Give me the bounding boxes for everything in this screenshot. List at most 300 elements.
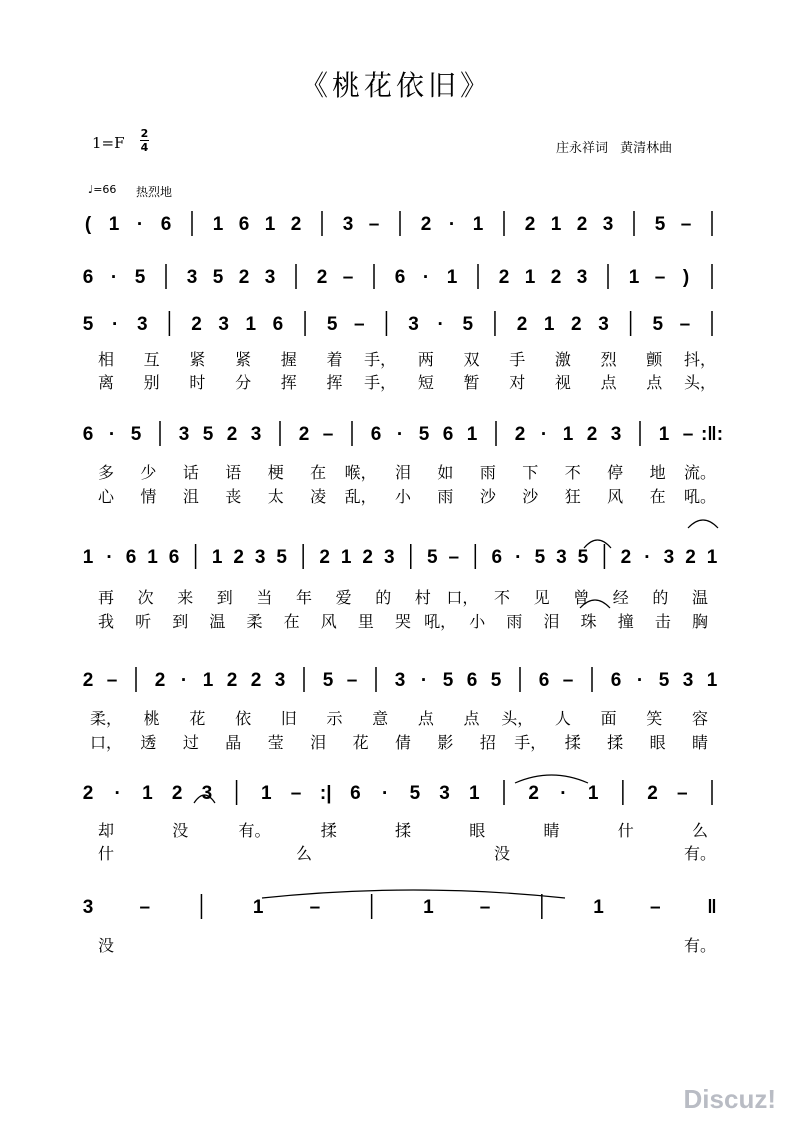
note-symbol: 1 [423, 897, 434, 918]
note-symbol: 2 [191, 314, 202, 335]
lyric-char: 点 [646, 373, 663, 392]
note-symbol: – [354, 314, 365, 335]
note-symbol: – [309, 897, 321, 918]
note-symbol: 3 [663, 547, 675, 568]
lyric-char: 柔 [246, 612, 263, 631]
note-symbol: – [139, 897, 151, 918]
lyric-char: 乱， [344, 487, 377, 506]
note-symbol: 3 [274, 670, 286, 691]
lyric-char: 撞 [617, 612, 634, 631]
lyric-char: 风 [320, 612, 337, 631]
note-symbol: 5 [134, 267, 146, 288]
lyric-char: 点 [417, 709, 434, 728]
note-symbol: 3 [218, 314, 229, 335]
note-symbol: 3 [254, 547, 266, 568]
note-symbol: 2 [576, 214, 588, 235]
lyric-char: 视 [554, 373, 571, 392]
note-symbol: 1 [706, 547, 718, 568]
lyric-char: 温 [209, 612, 226, 631]
note-symbol: 1 [550, 214, 562, 235]
song-title: 《桃花依旧》 [299, 69, 492, 102]
lyric-char: 没 [172, 821, 189, 840]
note-symbol: – [679, 314, 691, 335]
lyric-char: 意 [372, 709, 389, 728]
note-symbol: 5 [577, 547, 589, 568]
note-symbol: · [106, 547, 113, 568]
score-row [83, 264, 712, 289]
note-symbol: – [346, 670, 358, 691]
lyric-char: 相 [97, 350, 115, 369]
lyric-char: 离 [97, 373, 115, 392]
note-symbol: · [644, 547, 651, 568]
note-symbol: · [114, 783, 121, 804]
note-symbol: · [396, 424, 404, 445]
lyric-char: 再 [97, 588, 115, 607]
lyric-char: 激 [554, 350, 571, 369]
lyric-char: 听 [135, 612, 152, 631]
lyric-char: 手， [364, 373, 397, 392]
note-symbol: · [111, 314, 119, 335]
note-symbol: 6 [491, 547, 503, 568]
score-row [83, 421, 723, 506]
lyric-char: 什 [617, 821, 634, 840]
lyric-char: 小 [469, 612, 486, 631]
lyric-char: 沮 [182, 487, 199, 506]
lyric-char: 村 [414, 588, 431, 607]
lyric-char: 睛 [543, 821, 560, 840]
lyric-char: 暂 [463, 373, 480, 392]
lyric-char: 击 [654, 612, 671, 631]
lyric-char: 我 [97, 612, 115, 631]
lyric-char: 影 [437, 733, 454, 752]
lyric-char: 凌 [310, 487, 327, 506]
watermark-logo: Discuz! [683, 1084, 776, 1114]
note-symbol: – [676, 783, 688, 804]
note-symbol: 2 [362, 547, 374, 568]
lyric-char: 面 [600, 709, 617, 728]
lyric-char: 雨 [506, 612, 523, 631]
lyric-char: 话 [182, 463, 199, 482]
note-symbol: 6 [82, 267, 94, 288]
note-symbol: 2 [550, 267, 562, 288]
note-symbol: 3 [264, 267, 276, 288]
note-symbol: 5 [322, 670, 334, 691]
score-row [85, 211, 712, 236]
note-symbol: · [515, 547, 522, 568]
note-symbol: – [479, 897, 491, 918]
tie-slur [262, 890, 565, 898]
note-symbol: 2 [498, 267, 510, 288]
tie-slur [688, 520, 718, 528]
note-symbol: 1 [706, 670, 718, 691]
lyric-char: 当 [256, 588, 273, 607]
note-symbol: 2 [226, 424, 238, 445]
note-symbol: 3 [186, 267, 198, 288]
note-symbol: 6 [160, 214, 172, 235]
note-symbol: 2 [290, 214, 302, 235]
lyric-char: 揉 [394, 821, 412, 840]
note-symbol: – [649, 897, 661, 918]
lyric-char: 丧 [225, 487, 242, 506]
lyric-char: 心 [97, 487, 115, 506]
lyric-char: 有。 [238, 821, 271, 840]
lyric-char: 里 [357, 612, 374, 631]
lyric-char: 流。 [683, 463, 717, 482]
lyric-char: 来 [177, 588, 194, 607]
note-symbol: 1 [142, 783, 153, 804]
lyric-char: 依 [235, 709, 252, 728]
note-symbol: 2 [233, 547, 244, 568]
note-symbol: 5 [658, 670, 670, 691]
note-symbol: 3 [394, 670, 406, 691]
lyric-char: 在 [310, 463, 327, 482]
note-symbol: 2 [226, 670, 238, 691]
note-symbol: – [654, 267, 666, 288]
lyric-char: 柔， [89, 709, 123, 728]
note-symbol: 6 [610, 670, 622, 691]
note-symbol: 2 [528, 783, 540, 804]
note-symbol: 2 [319, 547, 330, 568]
tempo-marking: ♩=66 [88, 183, 117, 196]
lyric-char: 雨 [479, 463, 496, 482]
note-symbol: 2 [514, 424, 526, 445]
note-symbol: 5 [652, 314, 664, 335]
lyric-char: 情 [140, 487, 157, 506]
note-symbol: ) [682, 267, 690, 288]
note-symbol: 1 [260, 783, 272, 804]
note-symbol: 5 [409, 783, 421, 804]
lyric-char: 么 [691, 821, 709, 840]
note-symbol: 3 [556, 547, 567, 568]
note-symbol: · [420, 670, 428, 691]
note-symbol: 3 [383, 547, 395, 568]
credits: 庄永祥词 黄清林曲 [556, 141, 673, 156]
lyric-char: 下 [522, 463, 539, 482]
note-symbol: 1 [108, 214, 120, 235]
lyric-char: 经 [612, 588, 629, 607]
lyric-char: 示 [326, 709, 343, 728]
note-symbol: 2 [586, 424, 598, 445]
note-symbol: 2 [238, 267, 250, 288]
lyric-char: 挥 [280, 373, 297, 392]
lyric-char: 吼， [424, 612, 457, 631]
note-symbol: 3 [408, 314, 419, 335]
note-symbol: 3 [576, 267, 588, 288]
note-symbol: 6 [442, 424, 454, 445]
note-symbol: 2 [82, 670, 94, 691]
note-symbol: 1 [524, 267, 536, 288]
lyric-char: 梗 [267, 463, 284, 482]
note-symbol: 3 [610, 424, 622, 445]
lyric-char: 揉 [607, 733, 624, 752]
note-symbol: 5 [202, 424, 214, 445]
note-symbol: 3 [82, 897, 94, 918]
lyric-char: 睛 [691, 733, 709, 752]
lyric-char: 口， [89, 733, 123, 752]
lyric-char: 花 [352, 733, 369, 752]
note-symbol: 6 [538, 670, 550, 691]
lyric-char: 互 [143, 350, 160, 369]
lyric-char: 点 [463, 709, 480, 728]
note-symbol: 3 [682, 670, 694, 691]
score-row [83, 894, 717, 955]
note-symbol: – [322, 424, 334, 445]
note-symbol: :‖: [700, 424, 724, 445]
note-symbol: 1 [340, 547, 352, 568]
note-symbol: 5 [534, 547, 546, 568]
note-symbol: 5 [426, 547, 438, 568]
note-symbol: 6 [125, 547, 137, 568]
lyric-char: 爱 [335, 588, 352, 607]
note-symbol: 3 [250, 424, 262, 445]
lyric-char: 吼。 [683, 487, 717, 506]
note-symbol: 3 [602, 214, 614, 235]
note-symbol: 1 [466, 424, 478, 445]
note-symbol: – [342, 267, 354, 288]
lyric-char: 到 [172, 612, 189, 631]
lyric-char: 手 [509, 350, 526, 369]
lyric-char: 别 [143, 373, 160, 392]
note-symbol: 5 [276, 547, 287, 568]
lyric-char: 不 [564, 463, 581, 482]
lyric-char: 泪 [394, 463, 412, 482]
lyric-char: 没 [97, 936, 115, 955]
note-symbol: – [562, 670, 574, 691]
note-symbol: 1 [472, 214, 484, 235]
note-symbol: 6 [466, 670, 478, 691]
note-symbol: 3 [178, 424, 190, 445]
key-signature: 1=F [92, 134, 125, 152]
lyric-char: 胸 [691, 612, 709, 631]
lyric-char: 少 [140, 463, 157, 482]
note-symbol: 6 [82, 424, 94, 445]
note-symbol: 2 [516, 314, 528, 335]
lyric-char: 手， [514, 733, 547, 752]
score-row [83, 544, 718, 631]
note-symbol: :| [319, 783, 332, 804]
note-symbol: 5 [490, 670, 502, 691]
note-symbol: 2 [685, 547, 696, 568]
note-symbol: · [448, 214, 456, 235]
note-symbol: ( [84, 214, 92, 235]
lyric-char: 握 [280, 350, 297, 369]
note-symbol: 1 [628, 267, 640, 288]
note-symbol: 2 [620, 547, 632, 568]
note-symbol: 1 [468, 783, 480, 804]
note-symbol: 5 [130, 424, 142, 445]
lyric-char: 沙 [522, 487, 539, 506]
lyric-char: 抖， [683, 350, 717, 369]
note-symbol: 5 [326, 314, 338, 335]
lyric-char: 招 [479, 733, 496, 752]
lyric-char: 珠 [580, 612, 597, 631]
lyric-char: 见 [533, 588, 550, 607]
note-symbol: · [180, 670, 188, 691]
expression-marking: 热烈地 [136, 185, 173, 199]
note-symbol: 5 [462, 314, 474, 335]
note-symbol: – [680, 214, 692, 235]
lyric-char: 有。 [683, 844, 717, 863]
note-symbol: – [368, 214, 380, 235]
lyric-char: 头， [683, 373, 717, 392]
note-symbol: 1 [593, 897, 604, 918]
note-symbol: 2 [524, 214, 536, 235]
tie-slur [515, 775, 588, 783]
note-symbol: 2 [250, 670, 262, 691]
lyric-char: 时 [189, 373, 206, 392]
lyric-char: 在 [283, 612, 300, 631]
note-symbol: 1 [446, 267, 458, 288]
lyric-char: 两 [417, 350, 434, 369]
lyric-char: 人 [554, 709, 571, 728]
lyric-char: 狂 [564, 487, 581, 506]
note-symbol: · [110, 267, 118, 288]
note-symbol: 3 [201, 783, 213, 804]
lyric-char: 紧 [235, 350, 252, 369]
lyric-char: 次 [137, 588, 154, 607]
time-signature-top: 2 [140, 127, 149, 140]
note-symbol: 1 [587, 783, 599, 804]
lyric-char: 晶 [225, 733, 242, 752]
lyric-char: 到 [216, 588, 233, 607]
note-symbol: 2 [82, 783, 94, 804]
score-row [83, 780, 716, 863]
lyric-char: 停 [607, 463, 624, 482]
lyric-char: 却 [97, 821, 115, 840]
lyric-char: 点 [600, 373, 617, 392]
lyric-char: 分 [235, 373, 252, 392]
note-symbol: 3 [439, 783, 450, 804]
lyric-char: 小 [394, 487, 412, 506]
lyric-char: 雨 [437, 487, 454, 506]
lyric-char: 莹 [267, 733, 284, 752]
lyric-char: 双 [463, 350, 480, 369]
lyric-char: 年 [295, 588, 313, 607]
note-symbol: – [682, 424, 694, 445]
lyric-char: 头， [501, 709, 534, 728]
lyric-char: 温 [691, 588, 709, 607]
lyric-char: 旧 [280, 709, 297, 728]
note-symbol: 2 [171, 783, 183, 804]
lyric-char: 过 [182, 733, 199, 752]
note-symbol: – [448, 547, 460, 568]
lyric-char: 桃 [143, 709, 160, 728]
lyric-char: 笑 [646, 709, 663, 728]
note-symbol: 6 [238, 214, 250, 235]
score-row [83, 311, 716, 392]
note-symbol: 5 [212, 267, 224, 288]
lyric-char: 如 [437, 463, 454, 482]
note-symbol: 1 [82, 547, 94, 568]
note-symbol: 1 [212, 214, 224, 235]
lyric-char: 多 [97, 463, 115, 482]
note-symbol: 1 [211, 547, 223, 568]
note-symbol: 1 [252, 897, 264, 918]
lyric-char: 手， [364, 350, 397, 369]
lyric-char: 的 [652, 588, 669, 607]
note-symbol: · [108, 424, 116, 445]
score-row [83, 667, 718, 752]
lyric-char: 沙 [479, 487, 496, 506]
note-symbol: 1 [202, 670, 214, 691]
note-symbol: · [381, 783, 389, 804]
note-symbol: · [560, 783, 567, 804]
note-symbol: · [540, 424, 548, 445]
lyric-char: 颤 [646, 350, 663, 369]
lyric-char: 喉， [344, 463, 377, 482]
lyric-char: 没 [493, 844, 511, 863]
lyric-char: 花 [189, 709, 206, 728]
note-symbol: 2 [316, 267, 328, 288]
note-symbol: 2 [647, 783, 658, 804]
lyric-char: 泪 [543, 612, 560, 631]
lyric-char: 不 [493, 588, 511, 607]
note-symbol: 1 [264, 214, 276, 235]
note-symbol: · [636, 670, 644, 691]
note-symbol: – [106, 670, 118, 691]
lyric-char: 什 [97, 844, 115, 863]
note-symbol: 5 [654, 214, 666, 235]
note-symbol: · [136, 214, 144, 235]
lyric-char: 哭 [394, 612, 412, 631]
lyric-char: 眼 [469, 821, 486, 840]
note-symbol: 6 [350, 783, 361, 804]
note-symbol: 2 [420, 214, 432, 235]
lyric-char: 眼 [649, 733, 666, 752]
lyric-char: 么 [295, 844, 313, 863]
note-symbol: · [437, 314, 444, 335]
lyric-char: 有。 [683, 936, 717, 955]
lyric-char: 透 [140, 733, 157, 752]
note-symbol: 5 [418, 424, 430, 445]
lyric-char: 紧 [189, 350, 206, 369]
note-symbol: 3 [342, 214, 354, 235]
note-symbol: 6 [370, 424, 382, 445]
note-symbol: 5 [82, 314, 94, 335]
note-symbol: 1 [658, 424, 670, 445]
note-symbol: 6 [168, 547, 180, 568]
lyric-char: 在 [649, 487, 666, 506]
lyric-char: 容 [691, 709, 709, 728]
note-symbol: 3 [136, 314, 148, 335]
lyric-char: 太 [267, 487, 284, 506]
note-symbol: 1 [543, 314, 555, 335]
lyric-char: 风 [607, 487, 624, 506]
lyric-char: 揉 [320, 821, 337, 840]
lyric-char: 的 [375, 588, 392, 607]
lyric-char: 烈 [600, 350, 617, 369]
note-symbol: 2 [154, 670, 166, 691]
note-symbol: 6 [272, 314, 284, 335]
lyric-char: 地 [649, 463, 666, 482]
note-symbol: 6 [394, 267, 406, 288]
lyric-char: 语 [225, 463, 242, 482]
lyric-char: 泪 [310, 733, 327, 752]
lyric-char: 对 [509, 373, 526, 392]
lyric-char: 口， [446, 588, 479, 607]
lyric-char: 短 [417, 373, 434, 392]
note-symbol: 5 [442, 670, 454, 691]
note-symbol: 2 [571, 314, 582, 335]
note-symbol: 3 [598, 314, 609, 335]
lyric-char: 着 [326, 350, 343, 369]
note-symbol: · [422, 267, 430, 288]
note-symbol: – [290, 783, 302, 804]
note-symbol: 1 [245, 314, 257, 335]
lyric-char: 曾 [573, 588, 590, 607]
note-symbol: 1 [147, 547, 158, 568]
note-symbol: ‖ [707, 897, 717, 918]
